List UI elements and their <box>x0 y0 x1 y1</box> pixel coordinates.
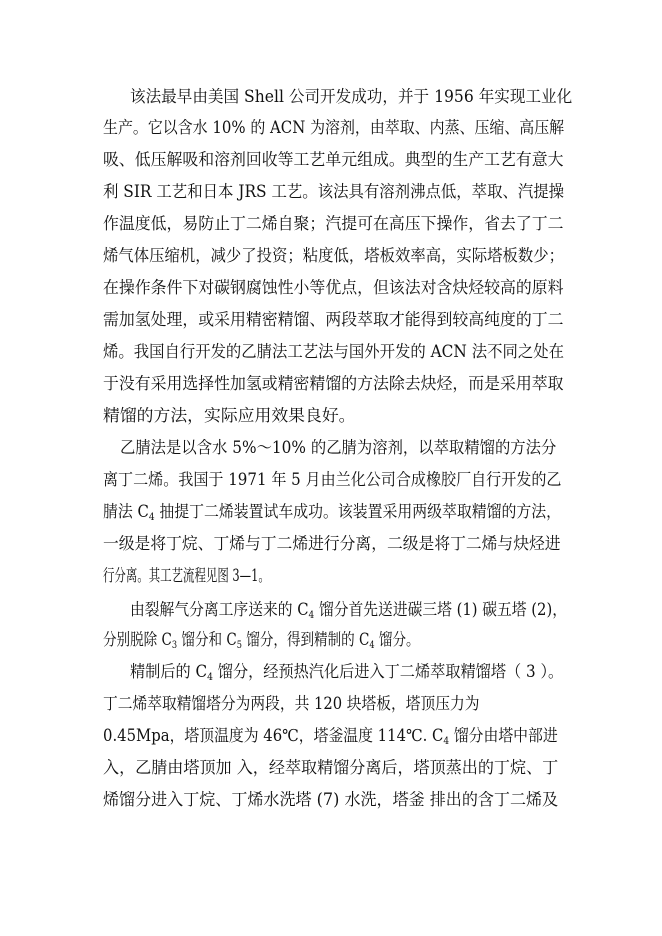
text-run: 作温度低，易防止丁二烯自聚；汽提可在高压下操作，省去了丁二 <box>103 214 564 233</box>
text-run: 行分离。其工艺流程见图 3—1。 <box>103 566 270 585</box>
text-run: 烯。我国自行开发的乙腈法工艺法与国外开发的 ACN 法不同之处在 <box>103 342 564 361</box>
text-line <box>103 149 564 171</box>
text-run: 抽提丁二烯装置试车成功。该装置采用两级萃取精馏的方法， <box>154 502 562 521</box>
text-run: 馏分首先送进碳三塔 (1) 碳五塔 (2)， <box>314 600 567 619</box>
subscript: 5 <box>236 640 242 651</box>
text-line <box>103 789 558 811</box>
text-line <box>103 629 420 651</box>
text-line <box>103 469 561 491</box>
text-line <box>103 693 479 715</box>
text-line <box>103 725 558 747</box>
text-run: 烯气体压缩机，减少了投资；粘度低，塔板效率高，实际塔板数少； <box>103 246 564 265</box>
subscript: 4 <box>207 672 213 683</box>
text-run: 于没有采用选择性加氢或精密精馏的方法除去炔烃，而是采用萃取 <box>103 374 564 393</box>
text-run: 馏分，得到精制的 C <box>241 630 370 649</box>
text-line <box>120 437 556 459</box>
text-line <box>103 117 564 139</box>
text-line <box>130 86 572 108</box>
text-line <box>103 501 561 523</box>
text-run: 烯馏分进入丁烷、丁烯水洗塔 (7) 水洗，塔釜 排出的含丁二烯及 <box>103 790 559 809</box>
text-line <box>103 181 564 203</box>
text-run: 馏分由塔中部进 <box>449 726 558 745</box>
text-run: 需加氢处理，或采用精密精馏、两段萃取才能得到较高纯度的丁二 <box>103 310 564 329</box>
text-run: 离丁二烯。我国于 1971 年 5 月由兰化公司合成橡胶厂自行开发的乙 <box>103 470 562 489</box>
text-line <box>103 277 564 299</box>
text-run: 馏分和 C <box>177 630 237 649</box>
text-run: 分别脱除 C <box>103 630 172 649</box>
text-run: 乙腈法是以含水 5%～10% 的乙腈为溶剂，以萃取精馏的方法分 <box>120 438 557 457</box>
text-line <box>103 565 270 587</box>
text-line <box>103 757 558 779</box>
text-line <box>103 245 564 267</box>
text-run: 在操作条件下对碳钢腐蚀性小等优点，但该法对含炔烃较高的原料 <box>103 278 564 297</box>
text-line <box>103 405 355 427</box>
text-run: 该法最早由美国 Shell 公司开发成功，并于 1956 年实现工业化 <box>130 87 573 106</box>
subscript: 3 <box>171 640 178 651</box>
text-line <box>130 599 567 621</box>
text-run: 精馏的方法，实际应用效果良好。 <box>103 406 356 425</box>
text-run: 精制后的 C <box>130 662 208 681</box>
text-line <box>103 341 564 363</box>
text-line <box>103 533 561 555</box>
subscript: 4 <box>148 512 155 523</box>
subscript: 4 <box>443 736 450 747</box>
text-run: 由裂解气分离工序送来的 C <box>130 600 309 619</box>
text-run: 馏分。 <box>374 630 420 649</box>
text-run: 丁二烯萃取精馏塔分为两段，共 120 块塔板，塔顶压力为 <box>103 694 480 713</box>
text-line <box>130 661 563 683</box>
text-run: 吸、低压解吸和溶剂回收等工艺单元组成。典型的生产工艺有意大 <box>103 150 564 169</box>
text-run: 入，乙腈由塔顶加 入，经萃取精馏分离后，塔顶蒸出的丁烷、丁 <box>103 758 559 777</box>
text-run: 0.45Mpa，塔顶温度为 46℃，塔釜温度 114℃. C <box>103 726 444 745</box>
text-run: 一级是将丁烷、丁烯与丁二烯进行分离，二级是将丁二烯与炔烃进 <box>103 534 561 553</box>
text-line <box>103 309 564 331</box>
text-run: 生产。它以含水 10% 的 ACN 为溶剂，由萃取、内蒸、压缩、高压解 <box>103 118 565 137</box>
text-run: 腈法 C <box>103 502 149 521</box>
text-line <box>103 213 564 235</box>
text-line <box>103 373 564 395</box>
text-run: 馏分，经预热汽化后进入丁二烯萃取精馏塔（ 3 ）。 <box>212 662 564 681</box>
subscript: 4 <box>308 610 315 621</box>
subscript: 4 <box>369 640 375 651</box>
text-run: 利 SIR 工艺和日本 JRS 工艺。该法具有溶剂沸点低，萃取、汽提操 <box>103 182 565 201</box>
